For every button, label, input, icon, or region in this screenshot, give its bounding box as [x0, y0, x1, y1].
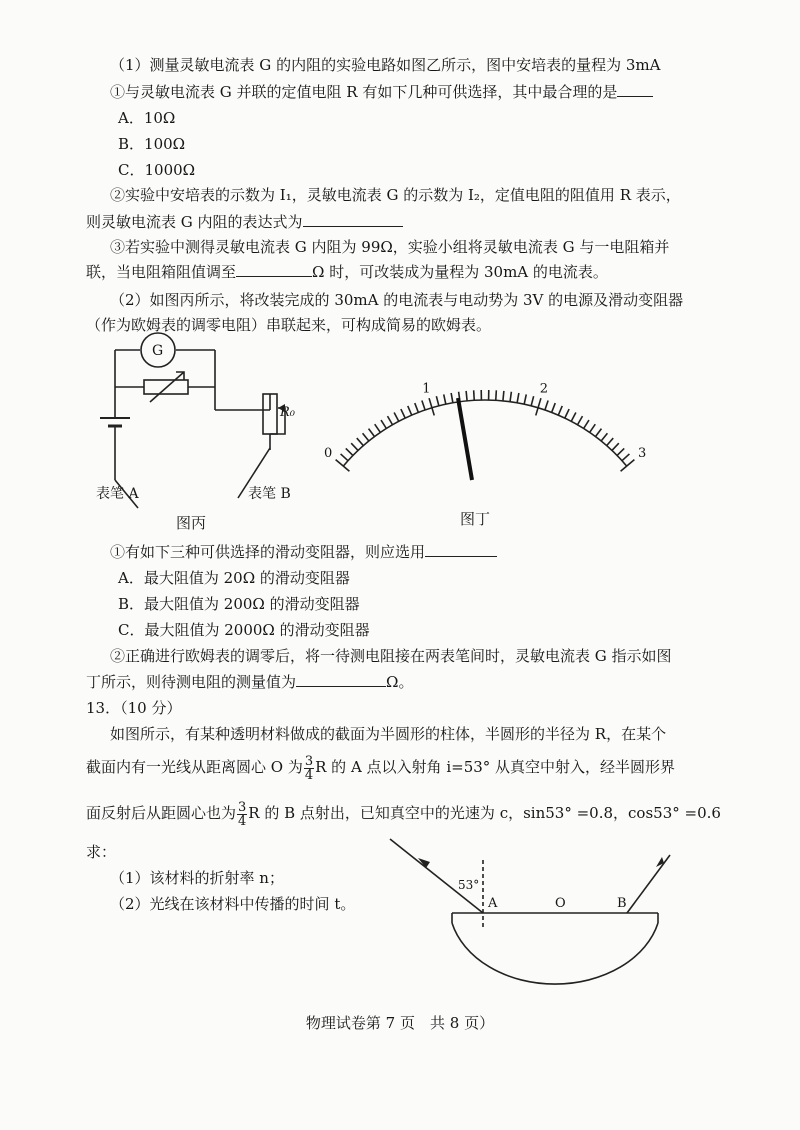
part2-q2-line1: ②正确进行欧姆表的调零后，将一待测电阻接在两表笔间时，灵敏电流表 G 指示如图 [110, 647, 672, 665]
dial-tick [612, 443, 619, 450]
dial-label: 0 [323, 446, 333, 462]
dial-tick [617, 448, 624, 455]
dial-tick [552, 403, 556, 412]
dial-tick [444, 394, 446, 404]
answer-blank-4[interactable] [425, 542, 497, 557]
problem-13-number: 13．（10 分） [86, 699, 182, 717]
part1-q2-line2 [86, 212, 403, 232]
p13-line2b: R 的 A 点以入射角 i=53° 从真空中射入，经半圆形界 [315, 758, 676, 776]
galvanometer-label: G [152, 343, 164, 359]
part1-q2-line2-text: 则灵敏电流表 G 内阻的表达式为 [86, 213, 303, 231]
part1-q3-line1: ③若实验中测得灵敏电流表 G 内阻为 99Ω，实验小组将灵敏电流表 G 与一电阻箱并 [110, 238, 670, 256]
dial-tick [351, 443, 358, 450]
problem-13-ask: 求： [86, 843, 117, 861]
dial-tick [341, 454, 348, 461]
galvanometer-dial [323, 340, 647, 540]
exit-ray [627, 855, 670, 913]
dial-tick [451, 393, 453, 403]
dial-tick [517, 393, 519, 403]
dial-tick [571, 412, 576, 421]
part1-q1-text: ①与灵敏电流表 G 并联的定值电阻 R 有如下几种可供选择，其中最合理的是 [110, 83, 618, 101]
rheostat-option-a: A．最大阻值为 20Ω 的滑动变阻器 [118, 569, 350, 587]
probe-b-label: 表笔 B [248, 486, 291, 502]
dial-tick [590, 424, 596, 432]
part1-q3-line2a: 联，当电阻箱阻值调至 [86, 263, 237, 281]
dial-tick [401, 409, 405, 418]
dial-tick [601, 433, 607, 441]
dial-tick [363, 433, 369, 441]
rheostat-option-b: B．最大阻值为 200Ω 的滑动变阻器 [118, 595, 360, 613]
dial-tick [408, 406, 412, 415]
frac-numerator: 3 [304, 753, 314, 769]
probe-a-label: 表笔 A [96, 486, 139, 502]
part1-q3-line2b: Ω 时，可改装成为量程为 30mA 的电流表。 [312, 263, 608, 281]
dial-label: 3 [638, 446, 647, 462]
problem-13-sub2: （2）光线在该材料中传播的时间 t。 [110, 895, 356, 913]
option-a: A．10Ω [118, 109, 176, 127]
fraction-3-4-b [237, 801, 247, 828]
option-b: B．100Ω [118, 135, 186, 153]
part2-q2-line2 [86, 672, 413, 692]
answer-blank-5[interactable] [296, 672, 386, 687]
dial-arc [343, 400, 626, 466]
dial-tick [595, 429, 601, 437]
problem-13-line3 [86, 798, 721, 828]
semicircle-arc [452, 923, 658, 984]
part1-question1 [110, 82, 653, 102]
part2-line2: （作为欧姆表的调零电阻）串联起来，可构成简易的欧姆表。 [86, 316, 492, 334]
problem-13-sub1: （1）该材料的折射率 n； [110, 869, 284, 887]
dial-tick [388, 416, 393, 425]
p13-line3b: R 的 B 点射出，已知真空中的光速为 c，sin53° =0.8，cos53° =0.6 [248, 804, 721, 822]
dial-label: 2 [539, 381, 549, 397]
point-a-label: A [488, 896, 498, 911]
dial-tick [510, 392, 511, 402]
part1-q3-line2 [86, 262, 608, 282]
dial-tick [607, 438, 614, 446]
dial-tick [375, 424, 381, 432]
dial-tick [466, 391, 467, 401]
dial-tick [565, 409, 569, 418]
problem-13-line1: 如图所示，有某种透明材料做成的截面为半圆形的柱体，半圆形的半径为 R，在某个 [110, 725, 667, 743]
frac-denominator-b: 4 [238, 813, 247, 829]
rheostat-option-c: C．最大阻值为 2000Ω 的滑动变阻器 [118, 621, 370, 639]
part2-q1-text: ①有如下三种可供选择的滑动变阻器，则应选用 [110, 543, 426, 561]
part2-line1: （2）如图丙所示，将改装完成的 30mA 的电流表与电动势为 3V 的电源及滑动变阻器 [110, 291, 684, 309]
semicircle-diagram [380, 835, 680, 1000]
part2-q2-line2a: 丁所示，则待测电阻的测量值为 [86, 673, 297, 691]
dial-tick [496, 390, 497, 400]
option-c: C．1000Ω [118, 161, 196, 179]
answer-blank-2[interactable] [303, 212, 403, 227]
point-o-label: O [555, 896, 566, 911]
incident-ray [390, 839, 483, 913]
frac-numerator-b: 3 [238, 799, 247, 815]
circuit-diagram [80, 330, 320, 540]
dial-tick [436, 396, 438, 406]
dial-tick [558, 406, 562, 415]
dial-tick [503, 391, 504, 401]
part1-q2-line1: ②实验中安培表的示数为 I₁，灵敏电流表 G 的示数为 I₂，定值电阻的阻值用 R 表示， [110, 186, 681, 204]
fraction-3-4 [304, 755, 314, 782]
dial-tick [622, 454, 629, 461]
page-footer: 物理试卷第 7 页 共 8 页） [305, 1014, 495, 1032]
dial-tick [369, 429, 375, 437]
figure-bing-caption: 图丙 [176, 514, 207, 532]
dial-tick [578, 416, 583, 425]
answer-blank-3[interactable] [236, 262, 312, 277]
figure-ding-caption: 图丁 [460, 510, 491, 528]
problem-13-line2 [86, 752, 675, 782]
dial-tick [394, 412, 399, 421]
rheostat-label: R₀ [280, 405, 295, 420]
angle-label: 53° [458, 878, 480, 892]
dial-tick [524, 394, 526, 404]
dial-tick [415, 403, 419, 412]
dial-tick [357, 438, 364, 446]
dial-tick [531, 396, 533, 406]
dial-tick [584, 420, 589, 428]
dial-label: 1 [422, 381, 431, 397]
p13-line3a: 面反射后从距圆心也为 [86, 804, 237, 822]
dial-tick [346, 448, 353, 455]
dial-tick [545, 401, 548, 410]
frac-denominator: 4 [304, 767, 314, 783]
part2-question1 [110, 542, 497, 562]
part1-intro: （1）测量灵敏电流表 G 的内阻的实验电路如图乙所示，图中安培表的量程为 3mA [110, 56, 661, 74]
part2-q2-line2b: Ω。 [386, 673, 414, 691]
meter-pointer [458, 398, 472, 480]
dial-tick [474, 390, 475, 400]
dial-tick [422, 401, 425, 410]
answer-blank-1[interactable] [617, 82, 653, 97]
dial-tick [381, 420, 386, 428]
p13-line2a: 截面内有一光线从距离圆心 O 为 [86, 758, 303, 776]
point-b-label: B [617, 896, 627, 911]
